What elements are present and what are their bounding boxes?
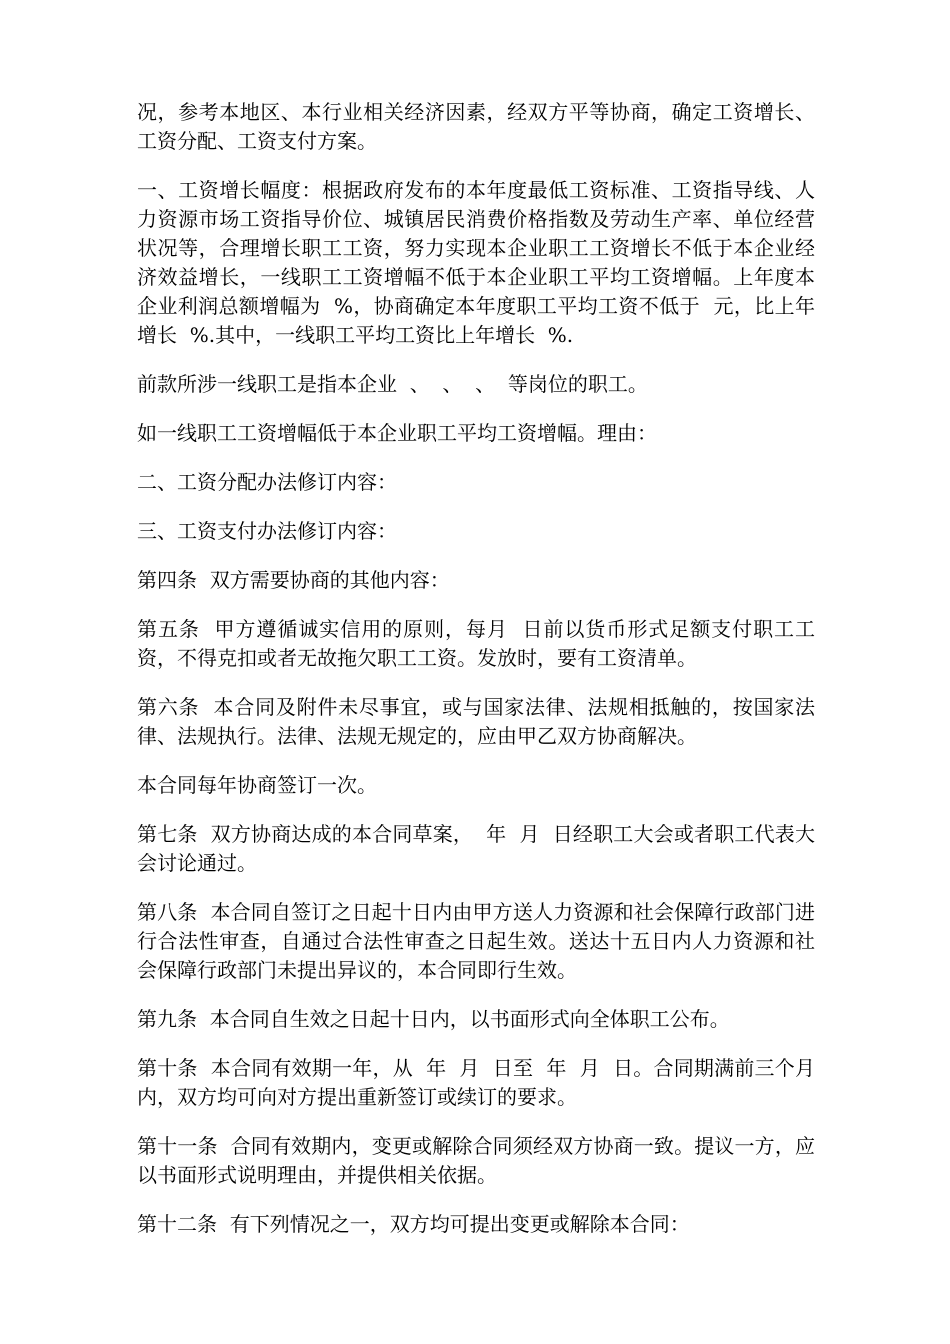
paragraph-article-12: 第十二条 有下列情况之一，双方均可提出变更或解除本合同： [137, 1212, 690, 1236]
paragraph-article-4: 第四条 双方需要协商的其他内容： [137, 568, 450, 592]
paragraph-payment-revision: 三、工资支付办法修订内容： [137, 519, 397, 543]
paragraph-article-10: 第十条 本合同有效期一年，从 年 月 日至 年 月 日。合同期满前三个月内，双方均可向对方提出重新签订或续订的要求。 [137, 1056, 815, 1109]
paragraph-article-11: 第十一条 合同有效期内，变更或解除合同须经双方协商一致。提议一方，应以书面形式说明理由，并提供相关依据。 [137, 1134, 815, 1187]
paragraph-article-9: 第九条 本合同自生效之日起十日内，以书面形式向全体职工公布。 [137, 1007, 730, 1031]
paragraph-frontline-definition: 前款所涉一线职工是指本企业 、 、 、 等岗位的职工。 [137, 372, 648, 396]
paragraph-annual-signing: 本合同每年协商签订一次。 [137, 773, 377, 797]
paragraph-article-5: 第五条 甲方遵循诚实信用的原则，每月 日前以货币形式足额支付职工工资，不得克扣或者无故拖欠职工工资。发放时，要有工资清单。 [137, 617, 815, 670]
paragraph-article-6: 第六条 本合同及附件未尽事宜，或与国家法律、法规相抵触的，按国家法律、法规执行。法律、法规无规定的，应由甲乙双方协商解决。 [137, 695, 815, 748]
paragraph-article-7: 第七条 双方协商达成的本合同草案， 年 月 日经职工大会或者职工代表大会讨论通过。 [137, 822, 815, 875]
paragraph-wage-growth: 一、工资增长幅度：根据政府发布的本年度最低工资标准、工资指导线、人力资源市场工资指导价位、城镇居民消费价格指数及劳动生产率、单位经营状况等，合理增长职工工资，努力实现本企业职工工资增长不低于本企业经济效益增长，一线职工工资增幅不低于本企业职工平均工资增幅。上年度本企业利润总额增幅为 %，协商确定本年度职工平均工资不低于 元，比上年增长 %.其中，一线职工平均工资比上年增长 %. [137, 178, 815, 347]
document-body [137, 98, 815, 1239]
paragraph-frontline-reason: 如一线职工工资增幅低于本企业职工平均工资增幅。理由： [137, 421, 657, 445]
paragraph-distribution-revision: 二、工资分配办法修订内容： [137, 470, 397, 494]
paragraph-article-8: 第八条 本合同自签订之日起十日内由甲方送人力资源和社会保障行政部门进行合法性审查，自通过合法性审查之日起生效。送达十五日内人力资源和社会保障行政部门未提出异议的，本合同即行生效。 [137, 900, 815, 982]
paragraph-wage-plan-intro: 况，参考本地区、本行业相关经济因素，经双方平等协商，确定工资增长、工资分配、工资支付方案。 [137, 100, 815, 153]
